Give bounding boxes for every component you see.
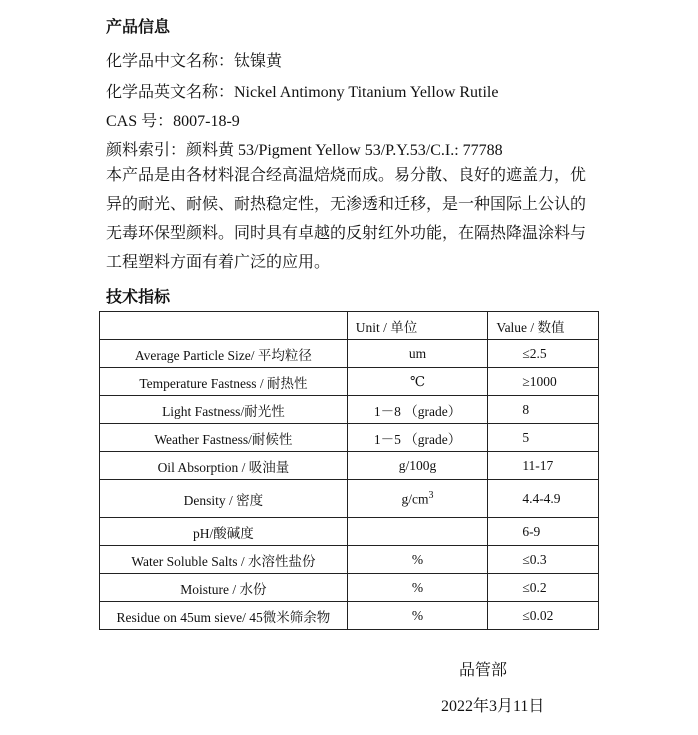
table-row bbox=[100, 518, 599, 546]
property-unit: % bbox=[347, 574, 488, 602]
table-row bbox=[100, 574, 599, 602]
description-line: 工程塑料方面有着广泛的应用。 bbox=[106, 254, 331, 271]
issue-date: 2022年3月11日 bbox=[441, 698, 545, 715]
table-row bbox=[100, 602, 599, 630]
property-name: Oil Absorption / 吸油量 bbox=[100, 452, 348, 480]
pigment-index: 颜料索引：颜料黄 53/Pigment Yellow 53/P.Y.53/C.I.: 77788 bbox=[106, 142, 503, 159]
property-name: Average Particle Size/ 平均粒径 bbox=[100, 340, 348, 368]
english-name: 化学品英文名称：Nickel Antimony Titanium Yellow Rutile bbox=[106, 84, 499, 101]
header-cell-value: Value / 数值 bbox=[488, 312, 599, 340]
table-row bbox=[100, 424, 599, 452]
property-unit: % bbox=[347, 602, 488, 630]
property-value: ≤0.3 bbox=[488, 546, 599, 574]
table-row bbox=[100, 368, 599, 396]
chinese-name: 化学品中文名称：钛镍黄 bbox=[106, 53, 283, 70]
property-name: Water Soluble Salts / 水溶性盐份 bbox=[100, 546, 348, 574]
header-cell-unit: Unit / 单位 bbox=[347, 312, 488, 340]
property-unit bbox=[347, 480, 488, 518]
description-line: 无毒环保型颜料。同时具有卓越的反射红外功能，在隔热降温涂料与 bbox=[106, 225, 587, 242]
property-value: 8 bbox=[488, 396, 599, 424]
description-line: 异的耐光、耐候、耐热稳定性，无渗透和迁移，是一种国际上公认的 bbox=[106, 196, 587, 213]
unit-text: g/cm bbox=[401, 491, 429, 507]
property-value: 11-17 bbox=[488, 452, 599, 480]
property-value: ≤0.02 bbox=[488, 602, 599, 630]
department-signature: 品管部 bbox=[459, 662, 508, 679]
table-row bbox=[100, 546, 599, 574]
property-unit: g/100g bbox=[347, 452, 488, 480]
property-name: Temperature Fastness / 耐热性 bbox=[100, 368, 348, 396]
property-name: Residue on 45um sieve/ 45微米筛余物 bbox=[100, 602, 348, 630]
property-unit: ℃ bbox=[347, 368, 488, 396]
product-description bbox=[106, 161, 598, 277]
header-cell bbox=[100, 312, 348, 340]
property-value: 6-9 bbox=[488, 518, 599, 546]
property-unit: 1－5 （grade） bbox=[347, 424, 488, 452]
table-row bbox=[100, 396, 599, 424]
property-value: ≤0.2 bbox=[488, 574, 599, 602]
specs-table bbox=[99, 311, 599, 630]
specs-heading: 技术指标 bbox=[106, 287, 171, 306]
property-value: 4.4-4.9 bbox=[488, 480, 599, 518]
property-value: 5 bbox=[488, 424, 599, 452]
table-row bbox=[100, 480, 599, 518]
property-unit: 1－8 （grade） bbox=[347, 396, 488, 424]
property-unit: um bbox=[347, 340, 488, 368]
property-name: Moisture / 水份 bbox=[100, 574, 348, 602]
property-unit bbox=[347, 518, 488, 546]
table-row bbox=[100, 340, 599, 368]
property-value: ≤2.5 bbox=[488, 340, 599, 368]
description-line: 本产品是由各材料混合经高温焙烧而成。易分散、良好的遮盖力，优 bbox=[106, 167, 587, 184]
product-info-heading: 产品信息 bbox=[106, 17, 171, 36]
property-unit: % bbox=[347, 546, 488, 574]
unit-superscript: 3 bbox=[428, 489, 434, 501]
property-name: Light Fastness/耐光性 bbox=[100, 396, 348, 424]
property-name: Weather Fastness/耐候性 bbox=[100, 424, 348, 452]
cas-number: CAS 号：8007-18-9 bbox=[106, 113, 240, 130]
table-row bbox=[100, 452, 599, 480]
table-header-row bbox=[100, 312, 599, 340]
property-value: ≥1000 bbox=[488, 368, 599, 396]
property-name: Density / 密度 bbox=[100, 480, 348, 518]
property-name: pH/酸碱度 bbox=[100, 518, 348, 546]
